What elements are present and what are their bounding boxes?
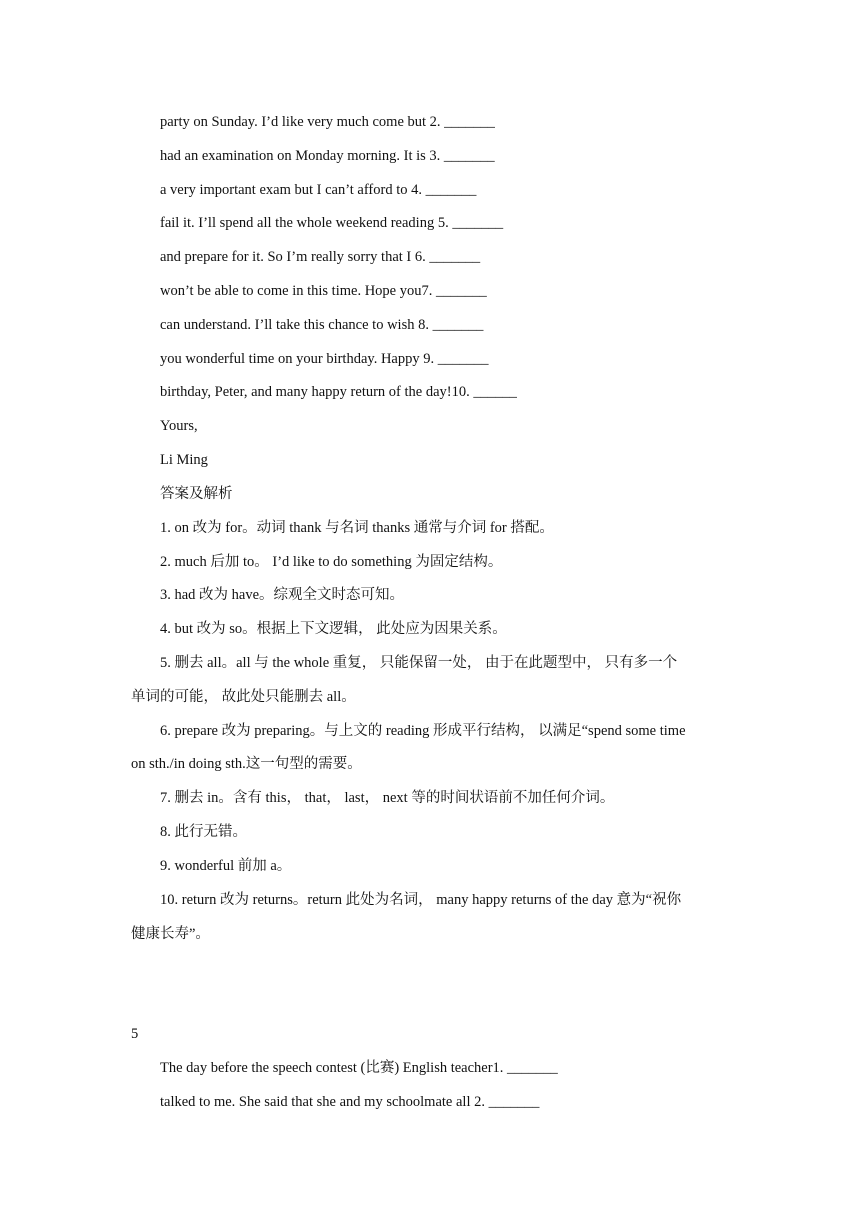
answer-line-2: 2. much 后加 to。 I’d like to do something 为固定结构。 (160, 554, 503, 570)
letter-line-4: fail it. I’ll spend all the whole weekend reading 5. _______ (160, 215, 504, 231)
answer-line-6: 6. prepare 改为 preparing。与上文的 reading 形成平行结构， 以满足“spend some time (160, 723, 686, 739)
letter-line-5: and prepare for it. So I’m really sorry that I 6. _______ (160, 249, 481, 265)
letter-line-8: you wonderful time on your birthday. Happy 9. _______ (160, 351, 489, 367)
answer-heading: 答案及解析 (160, 486, 233, 502)
letter-line-2: had an examination on Monday morning. It is 3. _______ (160, 148, 495, 164)
answer-line-10: 10. return 改为 returns。return 此处为名词， many happy returns of the day 意为“祝你 (160, 892, 682, 908)
answer-line-3: 3. had 改为 have。综观全文时态可知。 (160, 587, 405, 603)
letter-line-6: won’t be able to come in this time. Hope you7. _______ (160, 283, 487, 299)
section-line-1: The day before the speech contest (比赛) English teacher1. _______ (160, 1060, 558, 1076)
answer-line-10-cont: 健康长寿”。 (131, 926, 210, 942)
letter-line-9: birthday, Peter, and many happy return of the day!10. ______ (160, 384, 517, 400)
answer-line-6-cont: on sth./in doing sth.这一句型的需要。 (131, 756, 362, 772)
answer-line-5-cont: 单词的可能， 故此处只能删去 all。 (131, 689, 356, 705)
letter-closing: Yours, (160, 418, 198, 434)
letter-signature: Li Ming (160, 452, 208, 468)
letter-line-1: party on Sunday. I’d like very much come but 2. _______ (160, 114, 495, 130)
letter-line-3: a very important exam but I can’t afford to 4. _______ (160, 182, 477, 198)
answer-line-9: 9. wonderful 前加 a。 (160, 858, 292, 874)
answer-line-7: 7. 删去 in。含有 this， that， last， next 等的时间状语前不加任何介词。 (160, 790, 615, 806)
letter-line-7: can understand. I’ll take this chance to wish 8. _______ (160, 317, 484, 333)
answer-line-4: 4. but 改为 so。根据上下文逻辑， 此处应为因果关系。 (160, 621, 507, 637)
answer-line-8: 8. 此行无错。 (160, 824, 247, 840)
section-line-2: talked to me. She said that she and my schoolmate all 2. _______ (160, 1094, 540, 1110)
section-number: 5 (131, 1026, 139, 1042)
answer-line-5: 5. 删去 all。all 与 the whole 重复， 只能保留一处， 由于在此题型中， 只有多一个 (160, 655, 678, 671)
answer-line-1: 1. on 改为 for。动词 thank 与名词 thanks 通常与介词 for 搭配。 (160, 520, 554, 536)
